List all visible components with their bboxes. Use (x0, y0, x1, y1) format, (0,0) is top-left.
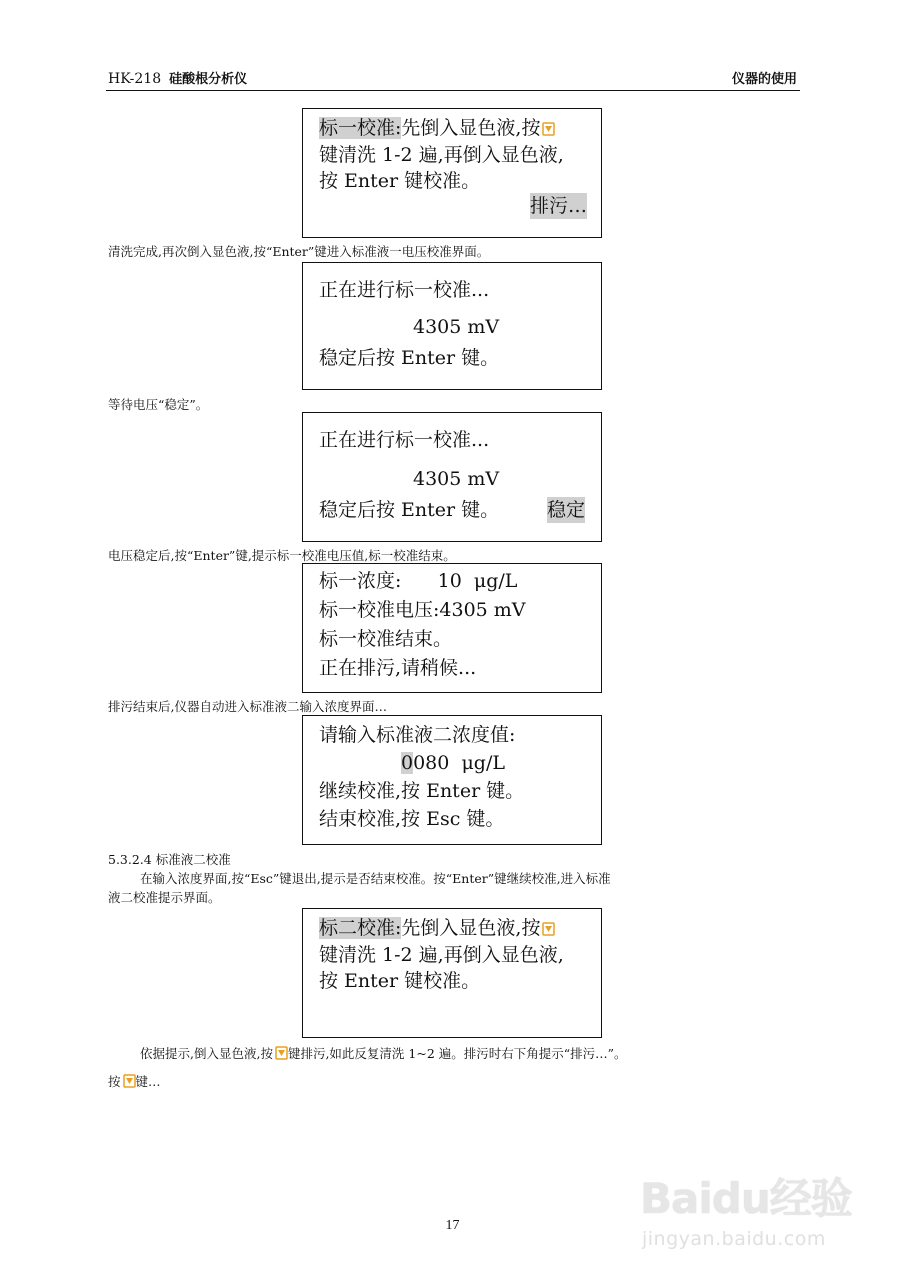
lcd-line: 请输入标准液二浓度值: (319, 724, 516, 746)
watermark-logo: Baidu经验 (640, 1174, 852, 1223)
lcd-concentration-input (401, 750, 505, 776)
header-model: HK-218 (108, 71, 162, 87)
instruction-paragraph: 排污结束后,仪器自动进入标准液二输入浓度界面… (108, 699, 387, 714)
lcd-title-highlight: 标一校准: (319, 117, 402, 139)
text-span: 按 (108, 1074, 121, 1089)
text-span: 键… (135, 1074, 161, 1089)
lcd-title-highlight: 标二校准: (319, 917, 402, 939)
drain-key-icon (275, 1046, 288, 1060)
lcd-status-draining: 排污… (529, 195, 587, 217)
drain-key-icon (123, 1074, 136, 1088)
lcd-status-stable: 稳定 (547, 499, 586, 521)
lcd-screen-calibration-1-prompt (302, 108, 602, 238)
header-section: 仪器的使用 (731, 72, 797, 87)
instruction-paragraph: 在输入浓度界面,按“Esc”键退出,提示是否结束校准。按“Enter”键继续校准,进入标准 (140, 871, 611, 886)
lcd-line: 标一校准结束。 (319, 628, 453, 650)
lcd-line: 结束校准,按 Esc 键。 (319, 808, 505, 830)
lcd-screen-calibration-1-stable (302, 412, 602, 542)
lcd-line: 继续校准,按 Enter 键。 (319, 780, 525, 802)
lcd-line: 键清洗 1-2 遍,再倒入显色液, (319, 944, 564, 966)
lcd-line: 按 Enter 键校准。 (319, 170, 481, 192)
drain-key-icon (542, 917, 555, 931)
lcd-line (319, 115, 555, 141)
header-product: 硅酸根分析仪 (169, 72, 248, 87)
lcd-line: 标一校准电压:4305 mV (319, 599, 526, 621)
section-heading: 5.3.2.4 标准液二校准 (108, 852, 231, 867)
lcd-line: 标一浓度: 10 μg/L (319, 570, 518, 592)
instruction-paragraph: 电压稳定后,按“Enter”键,提示标一校准电压值,标一校准结束。 (108, 548, 456, 563)
lcd-line: 键清洗 1-2 遍,再倒入显色液, (319, 144, 564, 166)
instruction-paragraph (140, 1044, 627, 1062)
text-span: 键排污,如此反复清洗 1~2 遍。排污时右下角提示“排污…”。 (287, 1046, 627, 1061)
instruction-paragraph (108, 1072, 161, 1090)
lcd-line (319, 915, 555, 941)
lcd-screen-calibration-1-result (302, 563, 602, 693)
lcd-text: 080 μg/L (413, 752, 505, 774)
lcd-voltage: 4305 mV (413, 468, 500, 490)
lcd-line: 稳定后按 Enter 键。 (319, 499, 500, 521)
lcd-cursor: 0 (401, 752, 414, 774)
lcd-screen-enter-concentration-2 (302, 715, 602, 845)
instruction-paragraph: 等待电压“稳定”。 (108, 397, 209, 412)
header-divider (106, 90, 800, 91)
instruction-paragraph: 清洗完成,再次倒入显色液,按“Enter”键进入标准液一电压校准界面。 (108, 244, 490, 259)
lcd-text: 先倒入显色液,按 (401, 117, 541, 139)
page-number: 17 (445, 1218, 460, 1233)
instruction-paragraph: 液二校准提示界面。 (108, 890, 221, 905)
lcd-line: 正在排污,请稍候... (319, 657, 477, 679)
watermark (640, 1148, 860, 1258)
lcd-line: 稳定后按 Enter 键。 (319, 347, 500, 369)
lcd-line: 正在进行标一校准... (319, 279, 490, 301)
watermark-site: jingyan.baidu.com (642, 1228, 826, 1250)
lcd-text: 先倒入显色液,按 (401, 917, 541, 939)
lcd-line: 正在进行标一校准... (319, 429, 490, 451)
lcd-screen-calibration-2-prompt (302, 908, 602, 1038)
drain-key-icon (542, 117, 555, 131)
lcd-line: 按 Enter 键校准。 (319, 970, 481, 992)
lcd-screen-calibration-1-measuring (302, 262, 602, 390)
text-span: 依据提示,倒入显色液,按 (140, 1046, 273, 1061)
header-left (108, 68, 247, 87)
lcd-voltage: 4305 mV (413, 316, 500, 338)
